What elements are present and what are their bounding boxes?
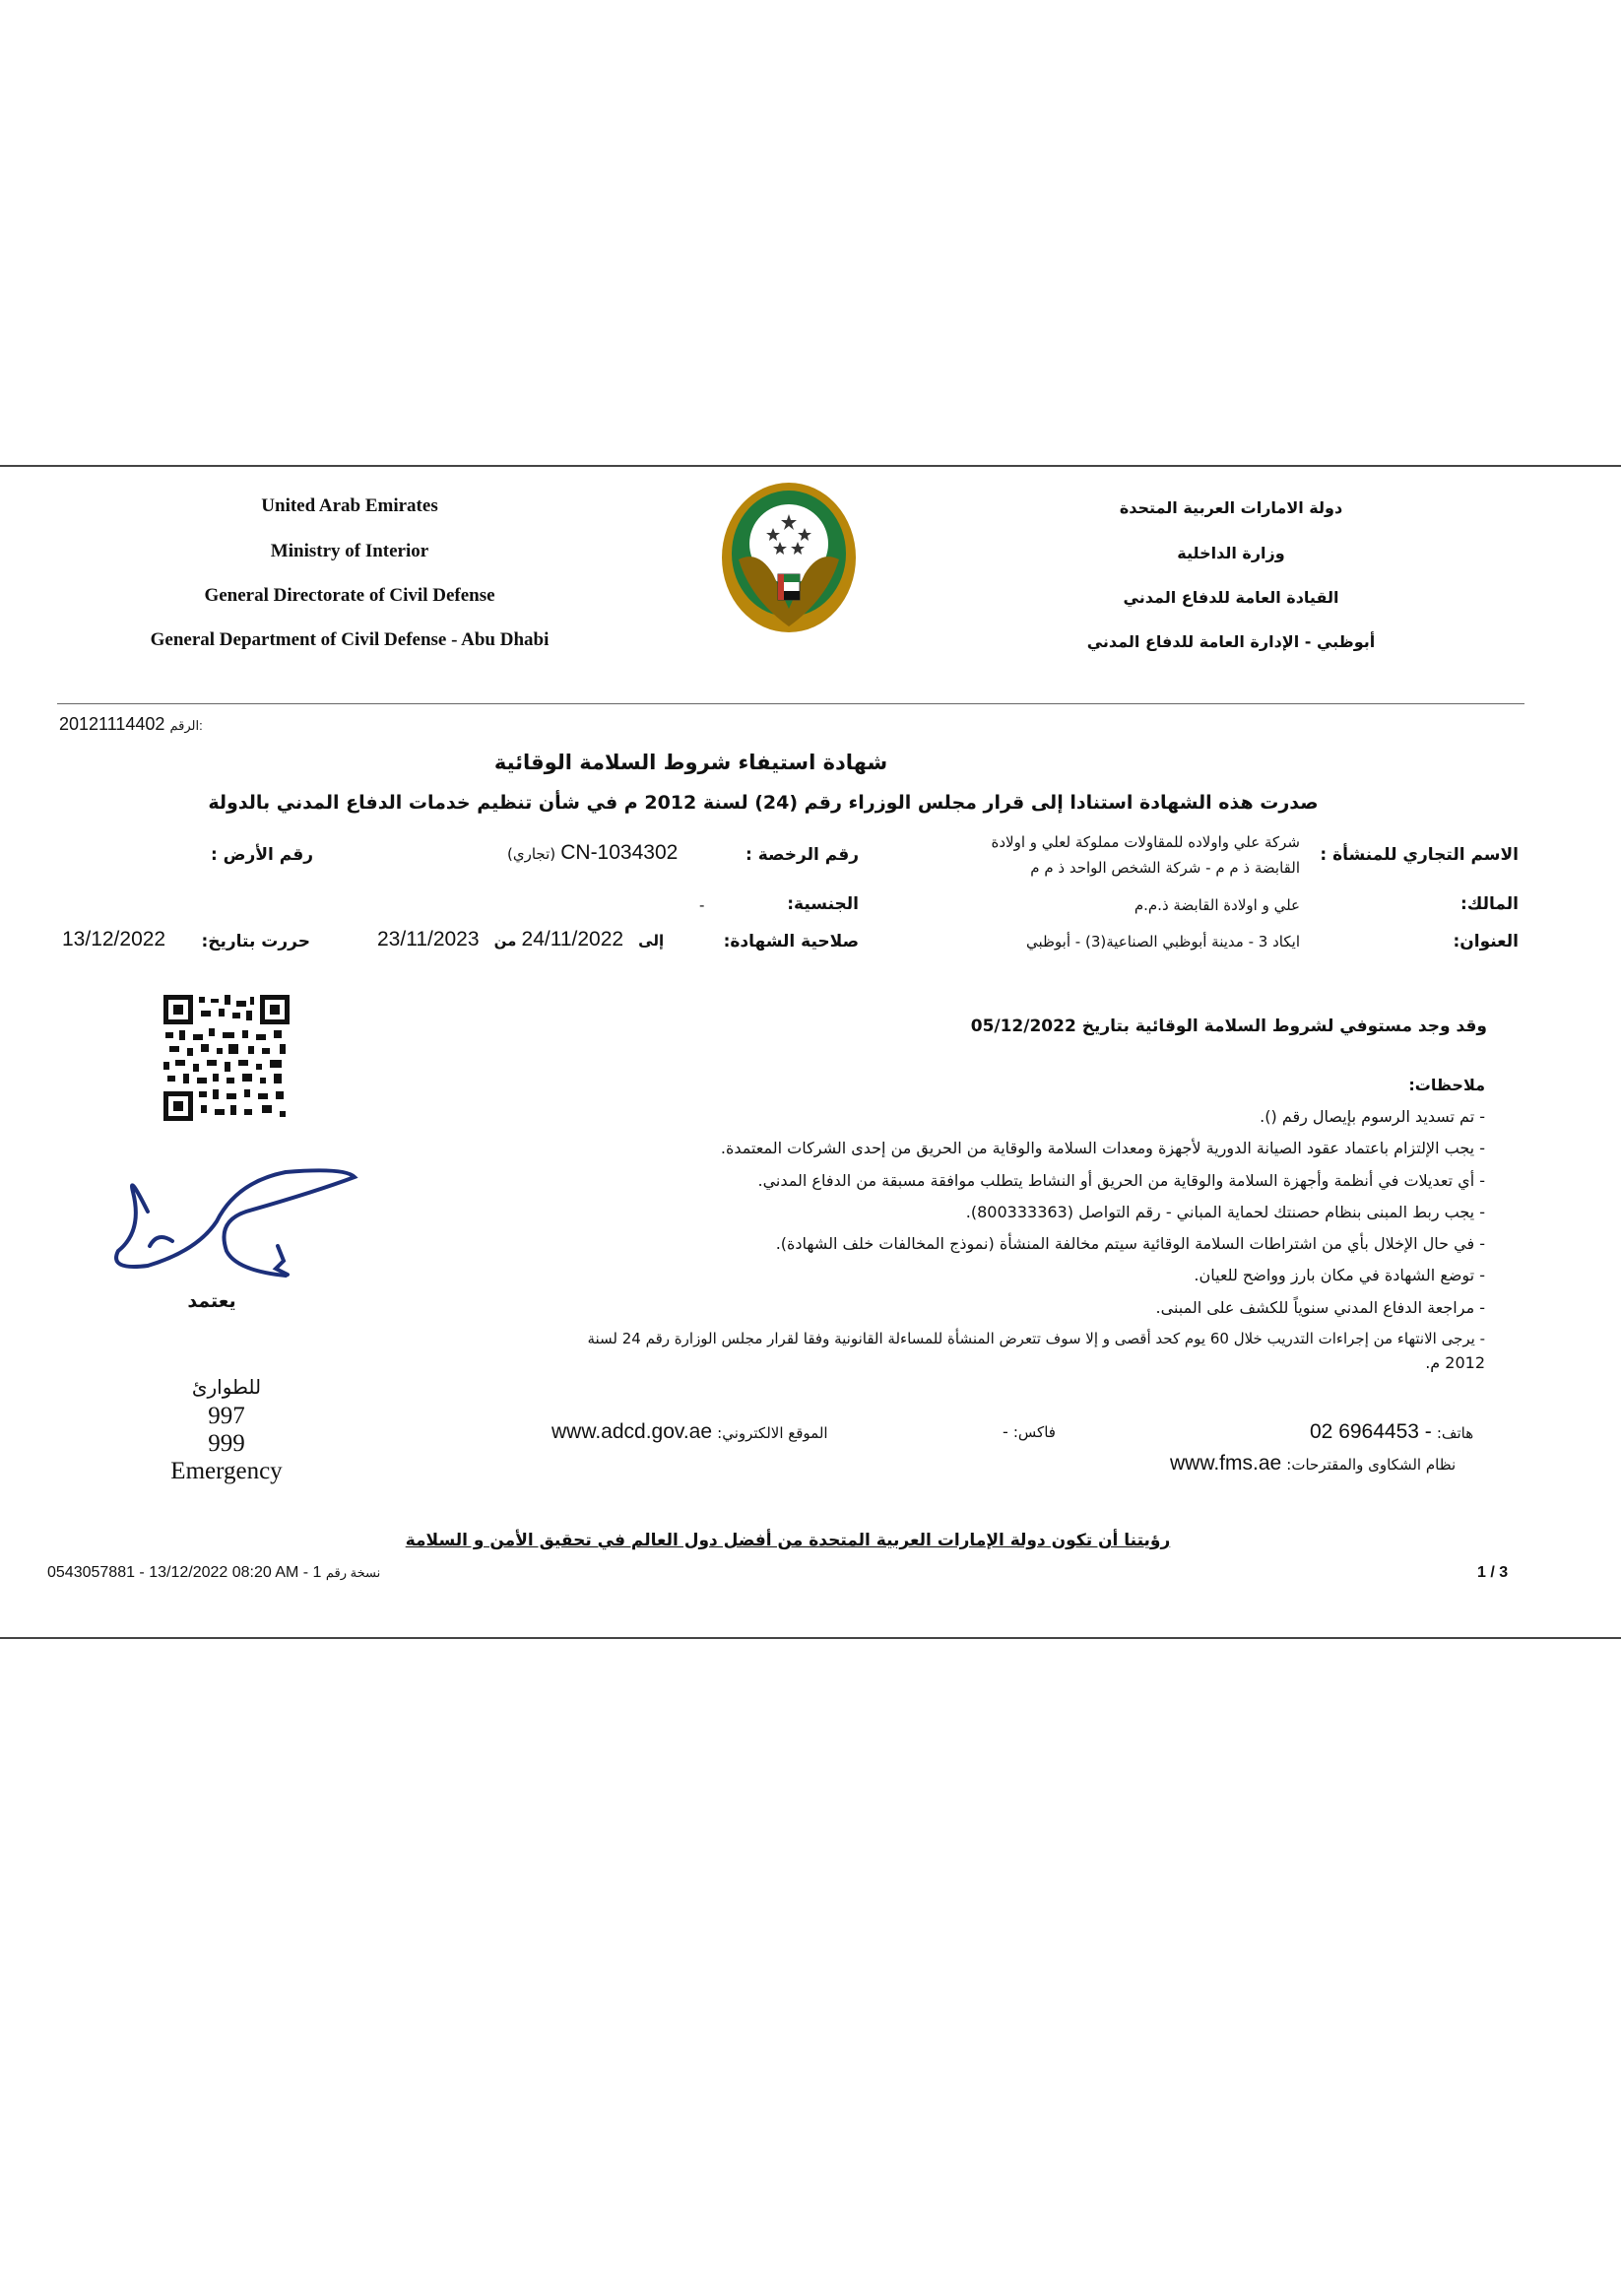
vision-statement: رؤيتنا أن تكون دولة الإمارات العربية المتحدة من أفضل دول العالم في تحقيق الأمن و السلامة [405,1531,1171,1550]
validity-to-label: إلى [638,932,665,950]
emergency-label-en: Emergency [170,1458,283,1484]
note-item: - توضع الشهادة في مكان بارز وواضح للعيان. [1194,1266,1485,1284]
header-en-directorate: General Directorate of Civil Defense [204,585,495,606]
website-link[interactable]: www.adcd.gov.ae [551,1420,713,1443]
fax-info [1003,1422,1056,1441]
copy-label: نسخة رقم [325,1565,381,1580]
top-rule [0,465,1621,467]
fax-label: فاكس: [1012,1423,1056,1441]
header-ar-department: أبوظبي - الإدارة العامة للدفاع المدني [1086,632,1376,651]
emblem-icon [719,481,859,636]
trade-name-line1: شركة علي واولاده للمقاولات مملوكة لعلي و اولادة [991,833,1300,851]
website-info [551,1420,828,1444]
validity-from-label: من [493,932,517,950]
owner-label: المالك: [1459,894,1519,914]
fax-value: - [1003,1422,1008,1441]
validity-label: صلاحية الشهادة: [723,932,859,951]
emergency-label-ar: للطوارئ [191,1375,262,1399]
copy-info [47,1564,380,1582]
note-item: - أي تعديلات في أنظمة وأجهزة السلامة والوقاية من الحريق أو النشاط يتطلب موافقة مسبقة من الدفاع المدني. [757,1171,1485,1190]
trade-name-line2: القابضة ذ م م - شركة الشخص الواحد ذ م م [1030,859,1300,877]
issued-label: حررت بتاريخ: [201,932,310,951]
validity-range [377,928,674,951]
copy-info-value: 0543057881 - 13/12/2022 08:20 AM - 1 [47,1564,322,1581]
header-ar-directorate: القيادة العامة للدفاع المدني [1123,588,1339,607]
header-en-department: General Department of Civil Defense - Abu Dhabi [150,629,550,650]
validity-from: 24/11/2022 [521,928,624,951]
certificate-subtitle: صدرت هذه الشهادة استنادا إلى قرار مجلس الوزراء رقم (24) لسنة 2012 م في شأن تنظيم خدمات الدفاع المدني بالدولة [208,792,1319,814]
header-en-country: United Arab Emirates [261,495,438,516]
signature-image [89,1152,364,1280]
license-value: CN-1034302 [560,841,679,864]
address-value: ايكاد 3 - مدينة أبوظبي الصناعية(3) - أبوظبي [1025,933,1300,951]
reference-value: 20121114402 [59,714,165,734]
trade-name-label: الاسم التجاري للمنشأة : [1320,845,1519,865]
qr-code[interactable] [163,995,290,1121]
bottom-rule [0,1637,1621,1639]
complaints-label: نظام الشكاوى والمقترحات: [1286,1456,1457,1474]
land-number-label: رقم الأرض : [210,845,313,865]
notes-label: ملاحظات: [1408,1076,1485,1094]
note-item: - تم تسديد الرسوم بإيصال رقم (). [1260,1107,1485,1126]
owner-value: علي و اولادة القابضة ذ.م.م [1134,896,1300,914]
note-item: - يجب الإلتزام باعتماد عقود الصيانة الدورية لأجهزة ومعدات السلامة والوقاية من الحريق من إحدى الشركات المعتمدة. [720,1139,1485,1157]
note-item: 2012 م. [1425,1353,1485,1372]
emergency-number-997[interactable]: 997 [208,1403,245,1429]
license-label: رقم الرخصة : [746,845,859,865]
note-item: - في حال الإخلال بأي من اشتراطات السلامة الوقائية سيتم مخالفة المنشأة (نموذج المخالفات خلف الشهادة). [775,1234,1485,1253]
page-number: 1 / 3 [1477,1564,1509,1581]
header-divider [57,703,1524,704]
license-number [507,841,678,865]
complaints-link[interactable]: www.fms.ae [1170,1452,1282,1475]
phone-value[interactable]: 02 6964453 - [1310,1420,1432,1443]
nationality-label: الجنسية: [787,894,859,914]
approval-label: يعتمد [187,1290,236,1312]
compliance-statement: وقد وجد مستوفي لشروط السلامة الوقائية بتاريخ 05/12/2022 [970,1017,1487,1036]
certificate-title: شهادة استيفاء شروط السلامة الوقائية [493,751,888,774]
note-item: - مراجعة الدفاع المدني سنوياً للكشف على المبنى. [1155,1298,1485,1317]
phone-label: هاتف: [1436,1424,1474,1442]
website-label: الموقع الالكتروني: [717,1424,828,1442]
header-en-ministry: Ministry of Interior [270,541,429,561]
note-item: - يجب ربط المبنى بنظام حصنتك لحماية المباني - رقم التواصل (800333363). [965,1203,1485,1221]
address-label: العنوان: [1453,932,1519,951]
header-ar-ministry: وزارة الداخلية [1177,544,1285,562]
reference-number [59,714,203,735]
nationality-value: - [699,896,705,914]
header-ar-country: دولة الامارات العربية المتحدة [1119,498,1343,517]
emergency-number-999[interactable]: 999 [208,1430,245,1457]
complaints-info [1170,1452,1456,1476]
phone-info [1310,1420,1473,1444]
license-type: (تجاري) [507,845,556,863]
note-item: - يرجى الانتهاء من إجراءات التدريب خلال 60 يوم كحد أقصى و إلا سوف تتعرض المنشأة للمساءلة القانونية وفقا لقرار مجلس الوزارة رقم 24 لسنة [587,1330,1485,1347]
reference-label: الرقم: [169,718,203,733]
issued-date: 13/12/2022 [62,928,166,951]
validity-to: 23/11/2023 [377,928,480,951]
